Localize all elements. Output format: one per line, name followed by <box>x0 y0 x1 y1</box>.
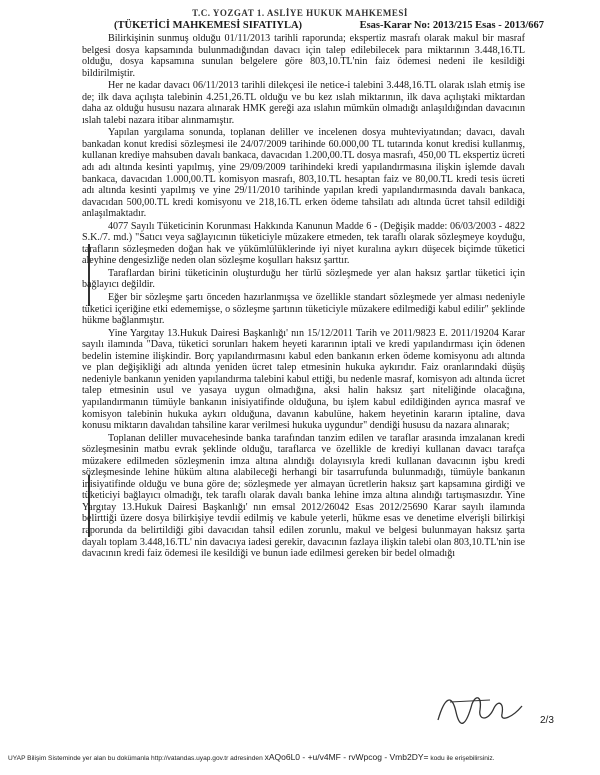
footer-notice-prefix: UYAP Bilişim Sisteminde yer alan bu dokümanla http://vatandas.uyap.gov.tr adresinden <box>8 755 263 762</box>
paragraph: Her ne kadar davacı 06/11/2013 tarihli dilekçesi ile netice-i talebini 3.448,16.TL olarak ıslah etmiş ise de; ilk dava açılışta talebinin 4.251,26.TL olduğu ve bu kez ıslah miktarının, ilk dava açılıştaki miktardan daha az olduğu hususu nazara alınarak HMK gereği aza ıslahın mümkün olmadığı anlaşıldığından davacının ıslah talebi nazara itibar alınmamıştır. <box>82 80 525 126</box>
paragraph: 4077 Sayılı Tüketicinin Korunması Hakkında Kanunun Madde 6 - (Değişik madde: 06/03/2003 - 4822 S.K./7. md.) "Satıcı veya sağlayıcının tüketiciyle müzakere etmeden, tek taraflı olarak sözleşmeye koyduğu, tarafların sözleşmeden doğan hak ve yükümlülüklerinde iyi niyet kuralına aykırı düşecek biçimde tüketici aleyhine dengesizliğe neden olan sözleşme koşulları haksız şarttır. <box>82 220 525 267</box>
paragraph: Eğer bir sözleşme şartı önceden hazırlanmışsa ve özellikle standart sözleşmede yer alması nedeniyle tüketici içeriğine etki edememişse, o sözleşme şartının tüketiciyle müzakere edilmediği kabul edilir" şeklinde hükme bağlanmıştır. <box>82 292 525 327</box>
court-title: T.C. YOZGAT 1. ASLİYE HUKUK MAHKEMESİ <box>192 8 408 18</box>
paragraph: Taraflardan birini tüketicinin oluşturduğu her türlü sözleşmede yer alan haksız şartlar tüketici için bağlayıcı değildir. <box>82 267 525 291</box>
paragraph: Yapılan yargılama sonunda, toplanan deliller ve incelenen dosya muhteviyatından; davacı, davalı bankadan konut kredisi sözleşmesi ile 24/07/2009 tarihinde 60.000,00 TL tutarında konut kredisi kullanmış, kullanan krediye mahsuben davalı bankaca, davacıdan 1.200,00.TL dosya masrafı, 450,00 TL ekspertiz ücreti adı adı altında kesinti yapılmış, yine 29/09/2009 tarihindeki kredi yapılandırmasına ilişkin işlemde davalı bankaca, davacıdan 1.000,00.TL komisyon masrafı, 803,10.TL hesaptan faiz ve 80,00.TL kredi tesis ücreti adı altında kesinti yapılmış ve yine 29/11/2010 tarihinde yapılan kredi yapılandırmasında davalı bankaca, davacıdan 500,00.TL kredi komisyonu ve 218,16.TL erken ödeme tahsilatı adı altında ücret tahsil edildiği anlaşılmaktadır. <box>82 127 525 220</box>
document-body <box>82 33 525 561</box>
page-number: 2/3 <box>540 715 554 726</box>
access-code: xAQo6L0 - +u/v4MF - rvWpcog - Vmb2DY= <box>264 752 429 762</box>
footer-notice-suffix: kodu ile erişebilirsiniz. <box>430 755 495 762</box>
case-header <box>114 20 544 31</box>
paragraph: Yine Yargıtay 13.Hukuk Dairesi Başkanlığı' nın 15/12/2011 Tarih ve 2011/9823 E. 2011/19204 Karar sayılı ilamında "Dava, tüketici sorunları hakem heyeti kararının iptali ve kredi yapılandırması için ödenen bedelin istemine ilişkindir. Borç yapılandırmasını kabul eden bankanın erken ödeme komisyonu adı altında ve plan değişikliği adı altında yeniden ücret talep etmesinin hukuka aykırıdır. Faiz oranlarındaki düşüş nedeniyle bankanın yeniden yapılandırma talebini kabul ettiği, bu nedenle masraf, komisyon adı altında ücret talep etmesinin usul ve yasaya uygun olmadığına, aksi halin haksız şart niteliğinde olacağına, yapılandırmanın tümüyle bankanın inisiyatifinde olduğuna, bu işlem kabul edildiğinden ayrıca masraf ve komisyon talebinin hukuka aykırı olduğuna, davanın kabulüne, hakem heyetinin kararın iptaline, dava konusu miktarın davalıdan tahsiline karar verilmesi hukuka uygundur" dendiği hususu da nazara alınarak; <box>82 327 525 432</box>
paragraph: Toplanan deliller muvacehesinde banka tarafından tanzim edilen ve taraflar arasında imzalanan kredi sözleşmesinin matbu evrak şeklinde olduğu, taraflarca ve özellikle de krediyi kullanan davacı tarafça müzakere edilmeden sözleşmenin imza altına alındığı dolayısıyla kredi kullanan davacının işbu kredi sözleşmesinde lehine hüküm altına alabileceği herhangi bir tasarrufunda bulunmadığı, tümüyle bankanın inisiyatifinde olduğu ve buna göre de; sözleşmede yer almayan ücretlerin haksız şart kapsamına girdiği ve tüketiciyi bağlayıcı olmadığı, tek taraflı olarak davalı banka lehine imza altına alındığı tartışmasızdır. Yine Yargıtay 13.Hukuk Dairesi Başkanlığı' nın emsal 2012/26042 Esas 2012/25690 Karar sayılı ilamında belirttiği üzere dosya bilirkişiye tevdii edilmiş ve kabule yeterli, hükme esas ve denetime elverişli bilirkişi raporunda da belirtildiği gibi davacıdan tahsil edilen zorunlu, makul ve belgesi bulunmayan haksız şarta dayalı toplam 3.448,16.TL' nin davacıya iadesi gerekir, davacının fazlaya ilişkin talebi olan 803,10.TL'nin ise davacının kredi faiz ödemesi ile kesildiği ve bunun iade edilmesi gereken bir bedel olmadığı <box>82 432 525 560</box>
handwritten-signature <box>430 690 530 730</box>
court-role: (TÜKETİCİ MAHKEMESİ SIFATIYLA) <box>114 20 303 31</box>
case-number: Esas-Karar No: 2013/215 Esas - 2013/667 <box>359 20 544 31</box>
footer <box>8 752 598 762</box>
paragraph: Bilirkişinin sunmuş olduğu 01/11/2013 tarihli raporunda; ekspertiz masrafı olarak makul bir masraf belgesi dosya kapsamında bulunmadığından davacı için talep edilebilecek para miktarının 3.448,16.TL olduğu, dosya kapsamına sunulan belgelere göre 803,10.TL'nin faiz ödemesi nedeni ile kesildiği bildirilmiştir. <box>82 33 525 79</box>
